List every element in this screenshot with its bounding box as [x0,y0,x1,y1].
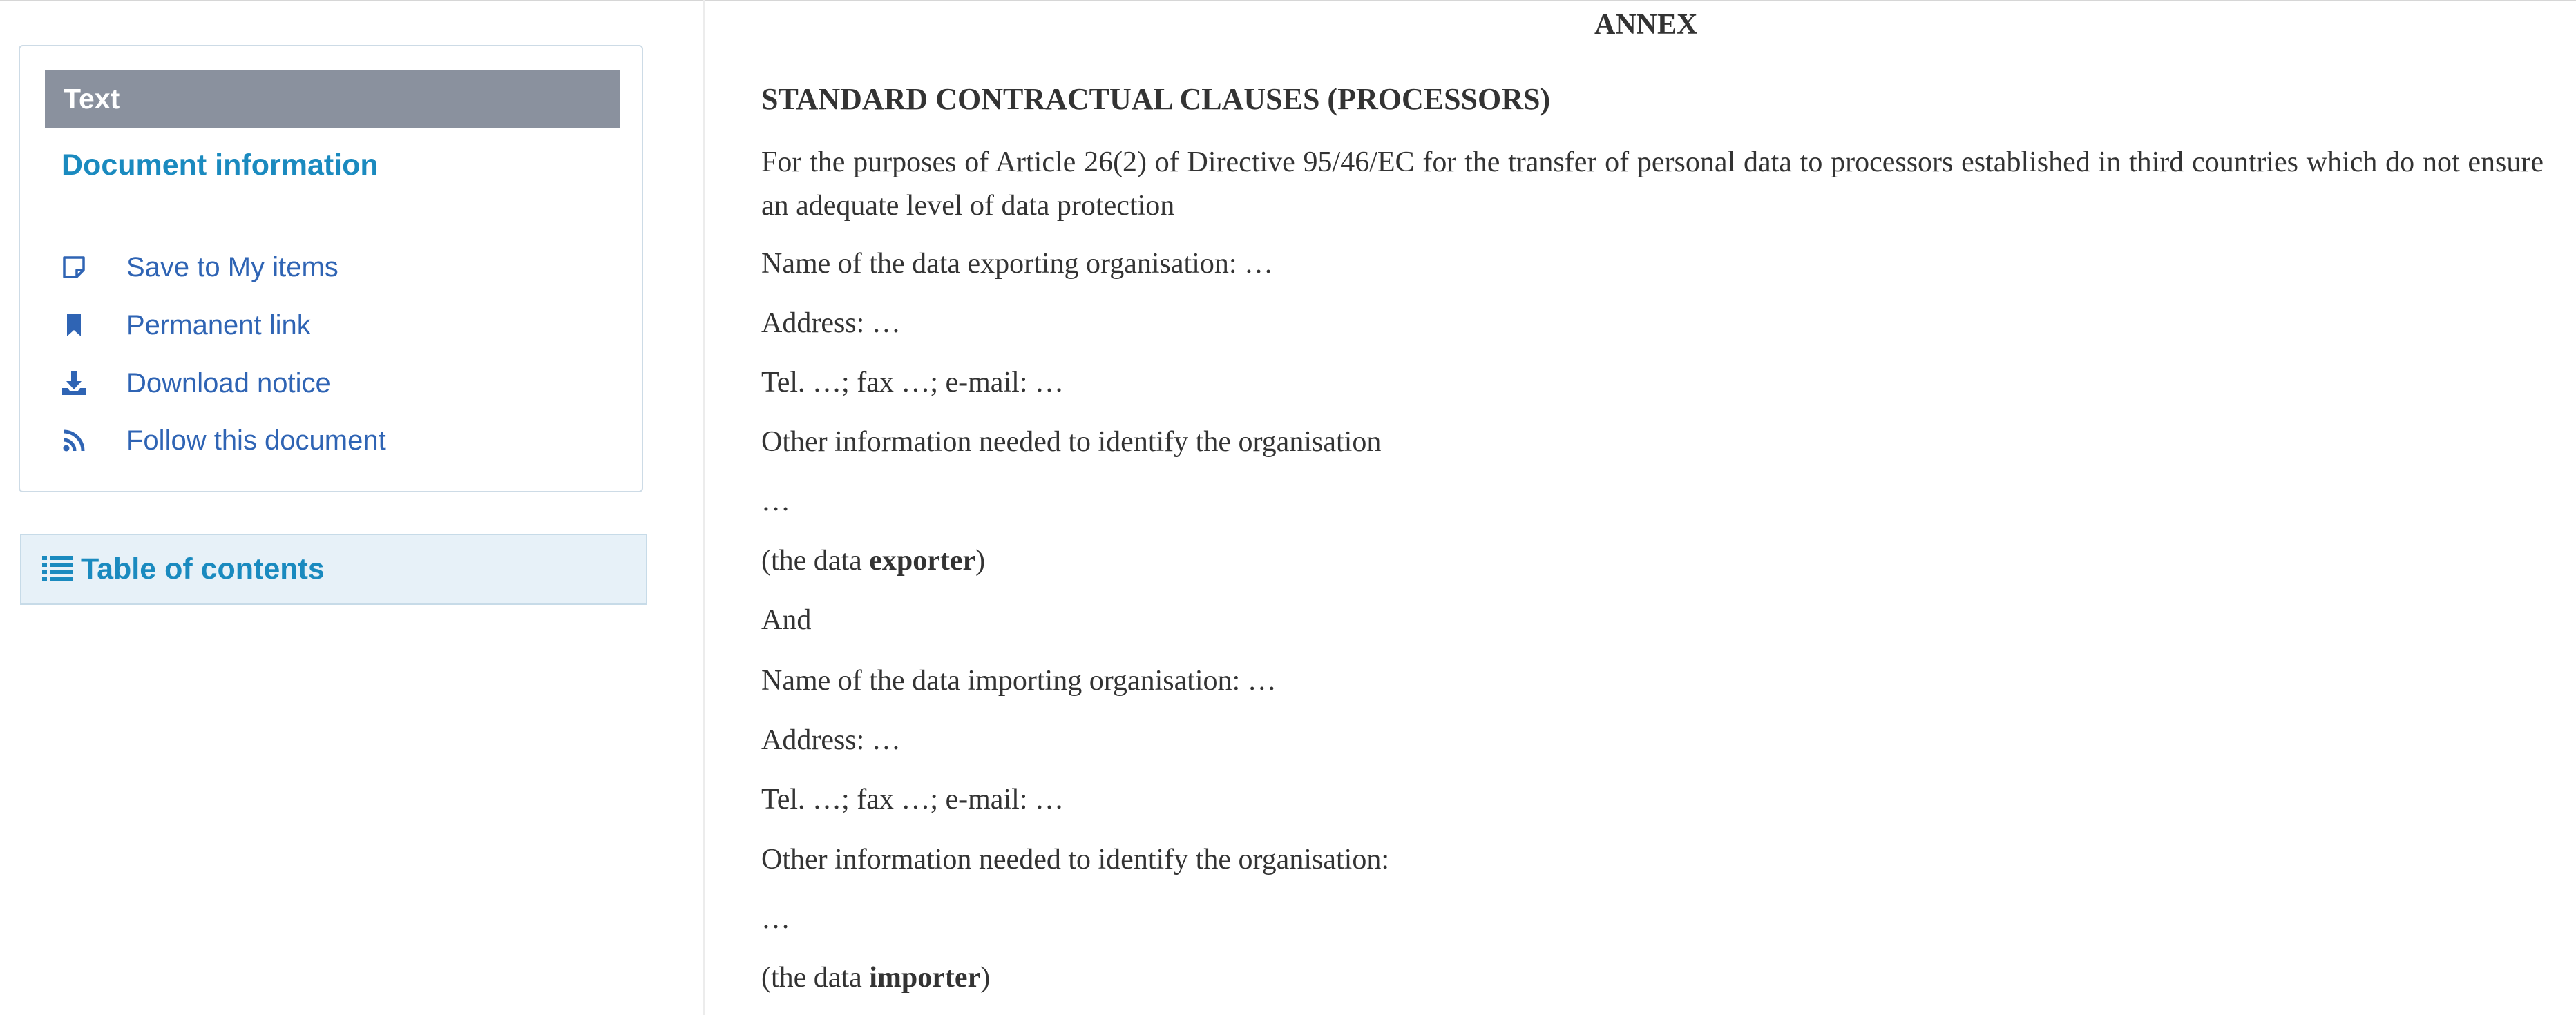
section-heading: STANDARD CONTRACTUAL CLAUSES (PROCESSORS) [761,82,1551,116]
importer-label-bold: importer [869,962,981,994]
exporter-ellipsis: … [761,485,790,517]
top-border [0,0,2576,1]
exporter-other-info-line: Other information needed to identify the organisation [761,426,1382,458]
download-icon [57,367,90,400]
follow-document-label: Follow this document [126,425,386,456]
exporter-label [761,544,985,577]
exporter-address-line: Address: … [761,307,901,339]
importer-label-suffix: ) [980,962,991,994]
table-of-contents-label: Table of contents [81,552,325,586]
download-notice-label: Download notice [126,367,331,398]
importer-ellipsis: … [761,903,790,935]
bookmark-icon [57,309,90,342]
download-notice-button[interactable] [57,362,331,404]
save-to-my-items-button[interactable] [57,246,338,288]
sidebar-panel [19,45,643,492]
importer-label [761,961,990,994]
importer-address-line: Address: … [761,724,901,756]
rss-icon [57,424,90,457]
table-of-contents-button[interactable] [20,534,647,605]
and-line: And [761,604,812,636]
list-icon [42,554,74,585]
annex-title: ANNEX [1594,9,1698,41]
exporter-label-bold: exporter [869,545,976,577]
column-divider [703,0,705,1015]
exporter-contact-line: Tel. …; fax …; e-mail: … [761,367,1064,398]
document-information-link[interactable]: Document information [61,148,379,182]
exporter-name-line: Name of the data exporting organisation: … [761,248,1274,280]
exporter-label-suffix: ) [975,545,986,577]
follow-document-button[interactable] [57,420,386,461]
tab-text[interactable]: Text [45,70,620,128]
exporter-label-prefix: (the data [761,545,870,577]
permanent-link-label: Permanent link [126,309,311,340]
note-icon [57,251,90,284]
intro-paragraph: For the purposes of Article 26(2) of Directive 95/46/EC for the transfer of personal data to processors established in third countries which do not ensure an adequate level of data protection [761,146,2544,222]
permanent-link-button[interactable] [57,304,311,346]
importer-name-line: Name of the data importing organisation: … [761,665,1277,697]
importer-other-info-line: Other information needed to identify the organisation: [761,844,1389,876]
importer-contact-line: Tel. …; fax …; e-mail: … [761,784,1064,815]
importer-label-prefix: (the data [761,962,870,994]
save-to-my-items-label: Save to My items [126,251,338,282]
